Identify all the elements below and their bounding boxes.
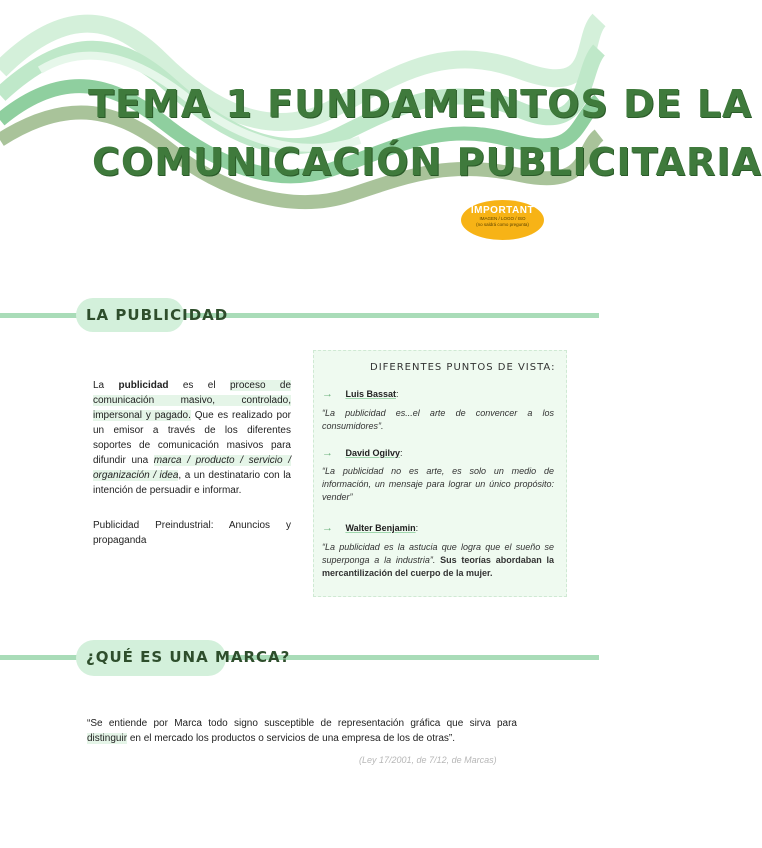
colon: : [415, 523, 419, 533]
marca-quote [87, 716, 517, 746]
important-badge [461, 200, 544, 240]
def-p5: Que es realizado por un emisor a través de los diferentes soportes de comunicación masivos para difundir una [93, 410, 291, 466]
arrow-icon: → [322, 447, 333, 459]
def-p3: es el [182, 380, 216, 391]
def-p6: marca / producto / servicio / organización / idea [93, 455, 291, 481]
person-name: Luis Bassat [345, 389, 396, 399]
viewpoint-quote-with-extra [322, 541, 554, 580]
colon: : [395, 389, 399, 399]
viewpoint-item [322, 518, 554, 536]
def-p1: La [93, 380, 105, 391]
viewpoint-extra: Sus teorías abordaban la mercantilización del cuerpo de la mujer. [322, 555, 554, 578]
section-heading-publicidad: LA PUBLICIDAD [86, 306, 229, 324]
quote-part-a: “Se entiende por Marca todo signo susceptible de representación gráfica que sirva para [87, 718, 517, 729]
preindustrial-text: Publicidad Preindustrial: Anuncios y propaganda [93, 520, 291, 546]
section-heading-marca: ¿QUÉ ES UNA MARCA? [86, 648, 291, 666]
title-line-1: TEMA 1 FUNDAMENTOS DE LA [88, 82, 753, 126]
arrow-icon: → [322, 522, 333, 534]
def-p2: publicidad [118, 380, 169, 391]
viewpoint-quote: “La publicidad es...el arte de convencer a los consumidores”. [322, 408, 554, 431]
viewpoint-item [322, 443, 554, 461]
title-line-2: COMUNICACIÓN PUBLICITARIA [92, 140, 762, 184]
badge-line-1: IMAGEN / LOGO / ISO [479, 216, 526, 221]
def-p4: proceso de comunicación masivo, controlado, impersonal y pagado. [93, 380, 292, 421]
definition-paragraph [93, 378, 291, 498]
def-p7: , a un destinatario con la intención de persuadir e informar. [93, 470, 291, 496]
viewpoint-item [322, 384, 554, 402]
person-name: Walter Benjamin [345, 523, 416, 533]
law-citation: (Ley 17/2001, de 7/12, de Marcas) [359, 755, 497, 765]
quote-part-b: distinguir [87, 733, 128, 744]
viewpoints-title: DIFERENTES PUNTOS DE VISTA: [370, 362, 556, 373]
quote-part-d: ”. [448, 733, 455, 744]
person-name: David Ogilvy [345, 448, 400, 458]
quote-part-c: en el mercado los productos o servicios de una empresa de los de otras [129, 733, 449, 744]
viewpoint-quote: “La publicidad es la astucia que logra que el sueño se superponga a la industria”. [322, 542, 554, 565]
badge-line-2: (no saldrá como pregunta) [476, 222, 529, 227]
badge-label: IMPORTANT [470, 205, 535, 216]
arrow-icon: → [322, 388, 333, 400]
colon: : [399, 448, 403, 458]
viewpoint-quote: “La publicidad no es arte, es solo un medio de información, un mensaje para lograr un único propósito: vender” [322, 466, 554, 502]
